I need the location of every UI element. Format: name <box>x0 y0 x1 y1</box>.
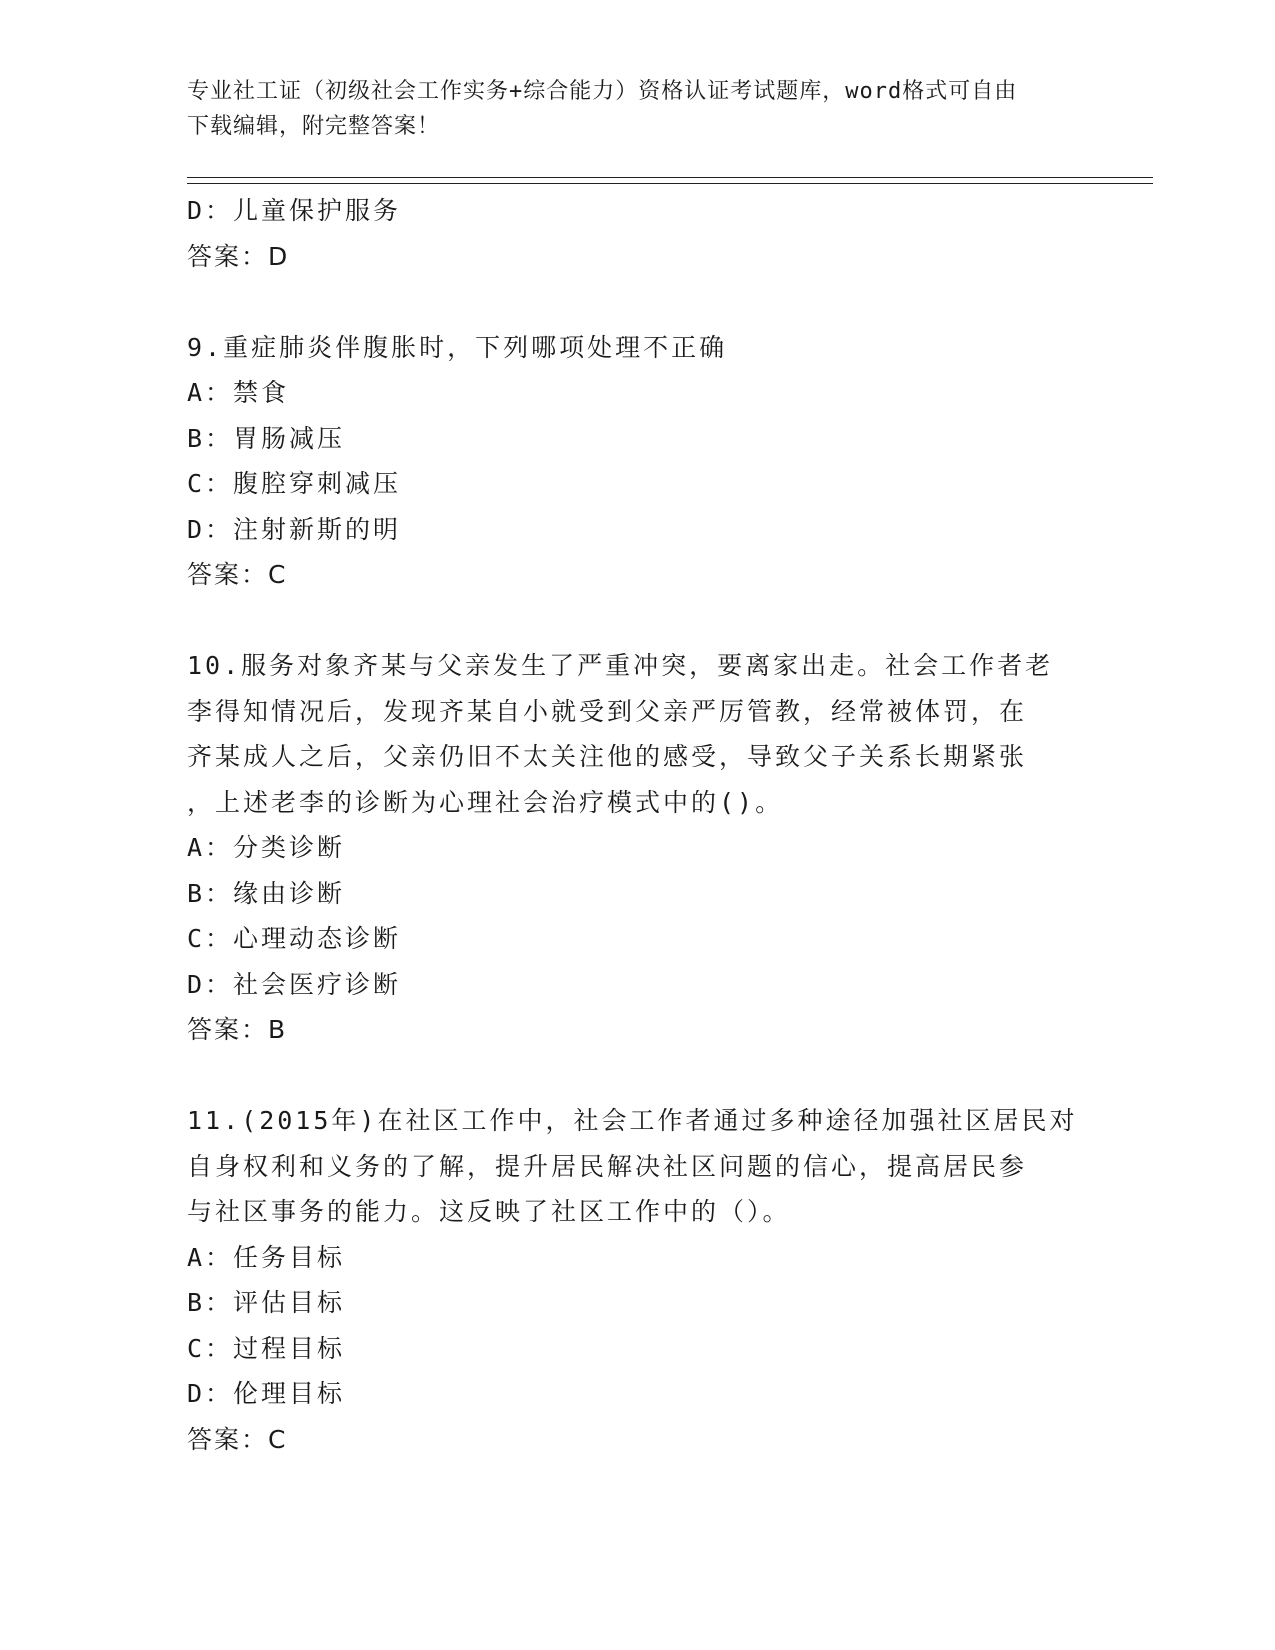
option-a: A：任务目标 <box>187 1242 346 1272</box>
question-stem-line: 自身权利和义务的了解，提升居民解决社区问题的信心，提高居民参 <box>187 1151 1028 1181</box>
option-d: D：社会医疗诊断 <box>187 969 402 999</box>
option-a: A：分类诊断 <box>187 833 346 862</box>
question-11 <box>187 1098 1087 1462</box>
option-d: D：注射新斯的明 <box>187 514 402 544</box>
question-stem-line: 与社区事务的能力。这反映了社区工作中的（）。 <box>187 1197 791 1226</box>
answer: 答案：D <box>187 241 290 271</box>
option-d: D：伦理目标 <box>187 1379 346 1408</box>
option-b: B：评估目标 <box>187 1288 346 1317</box>
header-line-1: 专业社工证（初级社会工作实务+综合能力）资格认证考试题库，word格式可自由 <box>187 79 1018 104</box>
question-list <box>187 188 1087 1462</box>
option-c: C：过程目标 <box>187 1333 346 1363</box>
option-b: B：缘由诊断 <box>187 878 346 908</box>
question-stem-line: 11.(2015年)在社区工作中，社会工作者通过多种途径加强社区居民对 <box>187 1106 1078 1135</box>
question-stem-line: ，上述老李的诊断为心理社会治疗模式中的()。 <box>187 787 784 817</box>
question-stem-line: 齐某成人之后，父亲仍旧不太关注他的感受，导致父子关系长期紧张 <box>187 742 1028 771</box>
option-c: C：腹腔穿刺减压 <box>187 469 402 498</box>
header-rule-top <box>187 177 1153 178</box>
question-stem: 9.重症肺炎伴腹胀时，下列哪项处理不正确 <box>187 332 728 362</box>
header-rule-bottom <box>187 183 1153 184</box>
question-9 <box>187 325 1087 598</box>
spacer <box>187 1053 1087 1099</box>
option-a: A：禁食 <box>187 378 290 407</box>
question-10 <box>187 643 1087 1053</box>
answer: 答案：C <box>187 1424 288 1454</box>
option-c: C：心理动态诊断 <box>187 924 402 953</box>
question-stem-line: 10.服务对象齐某与父亲发生了严重冲突，要离家出走。社会工作者老 <box>187 651 1054 680</box>
option-d: D：儿童保护服务 <box>187 196 402 225</box>
answer: 答案：B <box>187 1015 288 1044</box>
header-line-2: 下载编辑，附完整答案！ <box>187 114 441 139</box>
document-header <box>187 74 1087 144</box>
option-b: B：胃肠减压 <box>187 423 346 453</box>
answer: 答案：C <box>187 560 288 589</box>
question-8-tail <box>187 188 1087 279</box>
spacer <box>187 279 1087 325</box>
question-stem-line: 李得知情况后，发现齐某自小就受到父亲严厉管教，经常被体罚，在 <box>187 696 1028 726</box>
spacer <box>187 598 1087 644</box>
